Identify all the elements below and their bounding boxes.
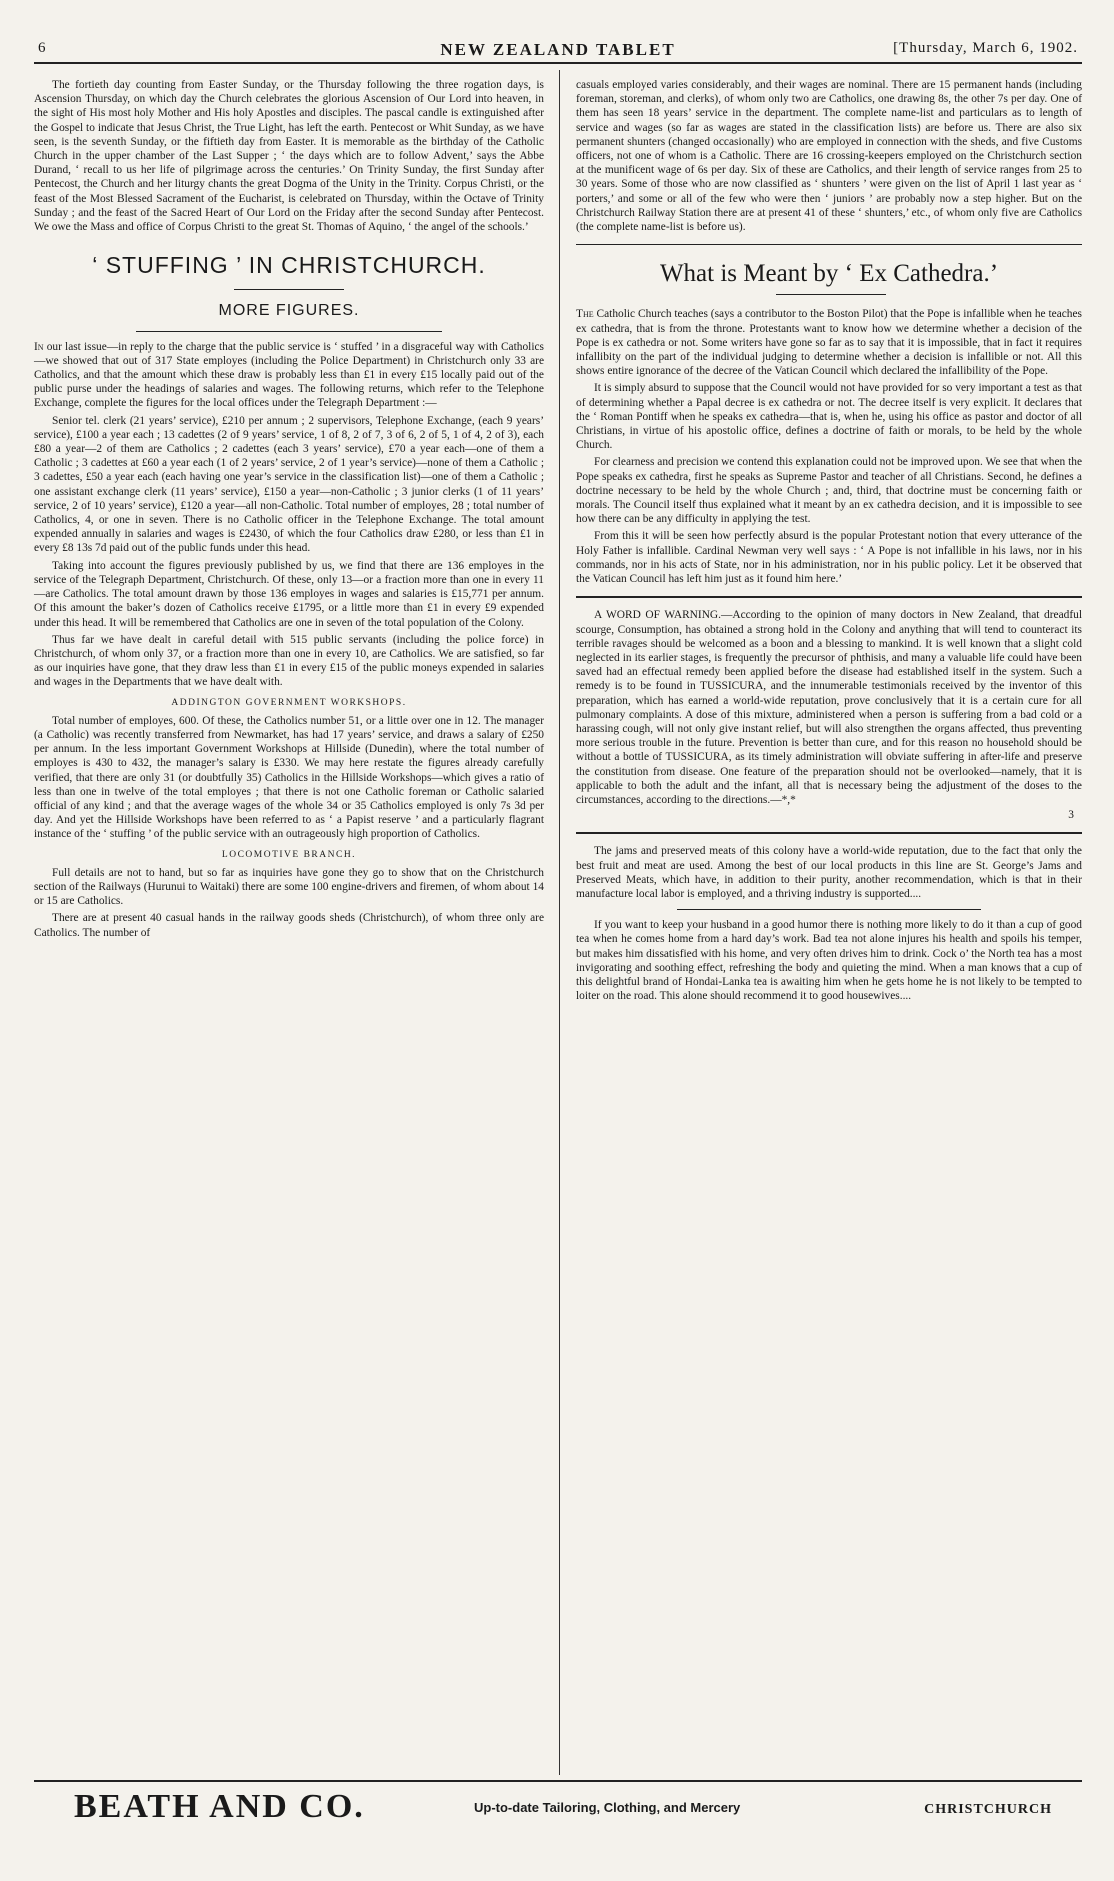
article-headline-ex-cathedra: What is Meant by ‘ Ex Cathedra.’: [659, 260, 999, 288]
issue-date: [Thursday, March 6, 1902.: [893, 40, 1078, 56]
drop-word: In: [34, 340, 44, 353]
advert-paragraph: A WORD OF WARNING.—According to the opinion of many doctors in New Zealand, that dreadful scourge, Consumption, has obtained a strong hold in the Colony and anything that will tend to counteract its terrible ravages should be welcomed as a boon and a blessing to mankind. It is well known that a slight cold neglected in its earlier stages, is frequently the precursor of phthisis, and many a valuable life could have been saved had an effectual remedy been applied before the disease had established itself in the system. Such a remedy is to be found in TUSSICURA, and the innumerable testimonials received by the inventor of this preparation, which has earned a world-wide reputation, prove conclusively that it is a certain cure for all pulmonary complaints. A dose of this mixture, administered when a person is suffering from a bad cold or a harassing cough, will not only give instant relief, but will also strengthen the organs affected, thus preventing more serious trouble in the future. Prevention is better than cure, and for this reason no household should be without a bottle of TUSSICURA, as its timely administration will obviate suffering in after-life and preserve the constitution from disease. One feature of the preparation should not be overlooked—namely, that it is applicable to both the adult and the infant, all that is necessary being the adjustment of the doses to the circumstances, according to the directions.—*,*: [576, 609, 1082, 806]
advert-paragraph: The jams and preserved meats of this colony have a world-wide reputation, due to the fact that only the best fruit and meat are used. Among the best of our local products in this line are St. George’s Jams and Preserved Meats, which have, in addition to their purity, another recommendation, which is that in their manufacture local labor is employed, and a thriving industry is supported....: [576, 845, 1082, 900]
footer-city: CHRISTCHURCH: [924, 1802, 1052, 1817]
article-end-rule: [576, 244, 1082, 245]
article-paragraph-text: Catholic Church teaches (says a contributor to the Boston Pilot) that the Pope is infallible when he teaches ex cathedra, that is from the throne. Protestants want to know how we determine whether a decision of the Pope is ex cathedra or not. Some writers have gone so far as to say that it is impossible, that in fact it requires infallibity on the part of the individual judging to determine whether a decision is infallible or not. All this shows entire ignorance of the decree of the Vatican Council which declared the infallibility of the Pope.: [576, 308, 1082, 378]
section-rule: [576, 832, 1082, 834]
short-rule: [677, 909, 981, 910]
footer-brand: BEATH AND CO.: [74, 1788, 365, 1825]
article-paragraph: It is simply absurd to suppose that the Council would not have provided for so very important a test as that of determining whether a Papal decree is ex cathedra or not. The decree itself is very explicit. It declares that the ‘ Roman Pontiff when he speaks ex cathedra—that is, when he, using his office as pastor and doctor of all Christians, in virtue of his apostolic office, defines a doctrine of faith or morals, to be held by the whole Church.: [576, 382, 1082, 452]
column-rule: [559, 70, 560, 1775]
article-paragraph: For clearness and precision we contend this explanation could not be improved upon. We see that when the Pope speaks ex cathedra, first he speaks as Supreme Pastor and teacher of all Christians. Second, he defines a doctrine necessary to be held by the whole Church ; and, third, that doctrine must be concerning faith or morals. The Council itself thus explained what it meant by an ex cathedra decision, and it is impossible to see how there can be any difficulty in applying the test.: [576, 456, 1082, 526]
page-number: 6: [38, 40, 47, 56]
ascension-paragraph: The fortieth day counting from Easter Sunday, or the Thursday following the three rogation days, is Ascension Thursday, on which day the Church celebrates the glorious Ascension of Our Lord into heaven, in the sight of His most holy Mother and His holy Apostles and disciples. The pascal candle is extinguished after the Gospel to indicate that Jesus Christ, the True Light, has left the earth. Pentecost or Whit Sunday, as we have seen, is the seventh Sunday, or the fiftieth day from Easter. It is memorable as the birthday of the Catholic Church in the upper chamber of the Last Supper ; ‘ the days which are to follow Advent,’ says the Abbe Durand, ‘ recall to us her life of pilgrimage across the centuries.’ On Trinity Sunday, the first Sunday after Pentecost, the Church and her liturgy chants the great Dogma of the Unity in the Trinity. Corpus Christi, or the feast of the Most Blessed Sacrament of the Eucharist, is celebrated on Thursday, within the Octave of Trinity Sunday ; and the feast of the Sacred Heart of Our Lord on the Friday after the second Sunday after Pentecost. We owe the Mass and office of Corpus Christi to the great St. Thomas of Aquino, ‘ the angel of the schools.’: [34, 79, 544, 234]
masthead-title: NEW ZEALAND TABLET: [440, 40, 676, 59]
article-paragraph: Thus far we have dealt in careful detail with 515 public servants (including the police force) in Christchurch, of whom only 37, or a fraction more than one in every 10, are Catholics. We are satisfied, so far as our inquiries have gone, that they draw less than £1 in every £15 of the public moneys expended in salaries and wages in the Departments that we have dealt with.: [34, 633, 544, 689]
page-footer-advert: [34, 1780, 1082, 1842]
advert-signature: 3: [1068, 809, 1074, 822]
left-column: [34, 78, 544, 943]
headline-divider: [34, 284, 544, 294]
article-paragraph-text: our last issue—in reply to the charge that the public service is ‘ stuffed ’ in a disgraceful way with Catholics—we showed that out of 317 State employes (including the Police Department) in Christchurch only 33 are Catholics, and that the amount which these draw is probably less than £1 in every £15 locally paid out of the public purse under the headings of salaries and wages. The following returns, which refer to the Telephone Exchange, complete the figures for the local offices under the Telegraph Department :—: [34, 340, 544, 410]
subhead-rule: [136, 331, 442, 332]
article-paragraph: There are at present 40 casual hands in the railway goods sheds (Christchurch), of whom three only are Catholics. The number of: [34, 912, 544, 939]
article-paragraph: Taking into account the figures previously published by us, we find that there are 136 employes in the service of the Telegraph Department, Christchurch. Of these, only 13—or a fraction more than one in every 11—are Catholics. The total amount drawn by those 136 employes in wages and salaries is £15,771 per annum. Of this amount the baker’s dozen of Catholics receive £1795, or a little more than £1 in every £9 expended under this head. It will be remembered that Catholics are one in seven of the total population of the Colony.: [34, 559, 544, 629]
continued-paragraph: casuals employed varies considerably, and their wages are nominal. There are 15 permanent hands (including foreman, storeman, and clerks), of whom only two are Catholics, one drawing 8s, the other 7s per day. One of them has seen 18 years’ service in the department. The complete name-list and particulars as to length of service and wages (so far as wages are stated in the classification lists) are before us. There are also six permanent shunters (changed occasionally) who are employed in connection with the sheds, and five Customs officers, not one of whom is a Catholic. There are 16 crossing-keepers employed on the Christchurch section at the munificent wage of 6s per day. Six of these are Catholics, and their length of service ranges from 25 to 30 years. Some of those who are now classified as ‘ shunters ’ were given on the list of April 1 last year as ‘ porters,’ and some or all of the few who were then ‘ juniors ’ are probably now a step higher. But on the Christchurch Railway Station there are at present 41 of these ‘ shunters,’ etc., of whom only five are Catholics (the complete name-list is before us).: [576, 79, 1082, 234]
article-paragraph: Total number of employes, 600. Of these, the Catholics number 51, or a little over one in 12. The manager (a Catholic) was recently transferred from Newmarket, has had 17 years’ service, and draws a salary of £250 per annum. In the less important Government Workshops at Hillside (Dunedin), where the total number of employes is 430 to 432, the manager’s salary is £330. We may here restate the figures already carefully verified, that there are only 31 (or doubtfully 35) Catholics in the Hillside Workshops—which gives a ratio of less than one in twelve of the total employes ; that there is not one Catholic foreman or Catholic salaried official of any kind ; and that the average wages of the whole 34 or 35 Catholics employed is only 7s 3d per day. And yet the Hillside Workshops have been referred to as ‘ a Papist reserve ’ and a particularly flagrant instance of the ‘ stuffing ’ of the public service with an outrageously high proportion of Catholics.: [34, 714, 544, 841]
right-column: [576, 78, 1082, 1006]
article-paragraph: Senior tel. clerk (21 years’ service), £210 per annum ; 2 supervisors, Telephone Exchange, (each 9 years’ service), £100 a year each ; 13 cadettes (2 of 9 years’ service, 1 of 8, 2 of 7, 3 of 6, 2 of 5, 1 of 4, 2 of 3), each £80 a year—2 of them are Catholics ; 2 cadettes (each 3 years’ service), £70 a year each—one of them a Catholic ; 3 cadettes at £60 a year each (1 of 2 years’ service, 2 of 1 year’s service)—none of them a Catholic ; 3 cadettes, £50 a year each (each having one year’s service in the classification list)—one of them a Catholic ; one assistant exchange clerk (11 years’ service), £150 a year—non-Catholic ; 3 junior clerks (1 of 11 years’ service, 2 of 10 years’ service), £120 a year—all non-Catholic. Total number of employes, 28 ; total number of Catholics, 4, or one in seven. There is no Catholic officer in the Telephone Exchange. The total amount expended annually in salaries and wages is £2430, of which the four Catholics draw £280, or less than £1 in every £8 13s 7d paid out of the public funds under this head.: [34, 414, 544, 555]
advert-paragraph: If you want to keep your husband in a good humor there is nothing more likely to do it than a cup of good tea when he comes home from a hard day’s work. Bad tea not alone injures his health and spoils his temper, but makes him dissatisfied with his home, and very often drives him to drink. Cock o’ the North tea has a most invigorating and soothing effect, refreshing the body and quieting the mind. When a man knows that a cup of this delightful brand of Hondai-Lanka tea is awaiting him when he gets home he is not likely to be tempted to loiter on the road. This alone should recommend it to good housewives....: [576, 919, 1082, 1003]
article-paragraph: From this it will be seen how perfectly absurd is the popular Protestant notion that every utterance of the Holy Father is infallible. Cardinal Newman very well says : ‘ A Pope is not infallible in his laws, nor in his commands, nor in his acts of State, nor in his administration, nor in his public policy. Let it be observed that the Vatican Council has left him just as it found him here.’: [576, 530, 1082, 586]
section-subhead-addington: ADDINGTON GOVERNMENT WORKSHOPS.: [171, 697, 407, 708]
article-subhead: MORE FIGURES.: [218, 302, 360, 320]
footer-tagline: Up-to-date Tailoring, Clothing, and Mercery: [474, 1800, 741, 1815]
article-paragraph: Full details are not to hand, but so far as inquiries have gone they go to show that on the Christchurch section of the Railways (Hurunui to Waitaki) there are some 100 engine-drivers and firemen, of whom about 14 or 15 are Catholics.: [34, 866, 544, 908]
section-subhead-locomotive: LOCOMOTIVE BRANCH.: [221, 849, 357, 860]
article-paragraph: [34, 340, 544, 411]
page-header: [34, 38, 1082, 64]
section-rule: [576, 596, 1082, 598]
headline-divider: [576, 289, 1082, 299]
article-headline-stuffing: ‘ STUFFING ’ IN CHRISTCHURCH.: [92, 252, 486, 279]
article-paragraph: [576, 307, 1082, 378]
drop-word: The: [576, 308, 594, 321]
